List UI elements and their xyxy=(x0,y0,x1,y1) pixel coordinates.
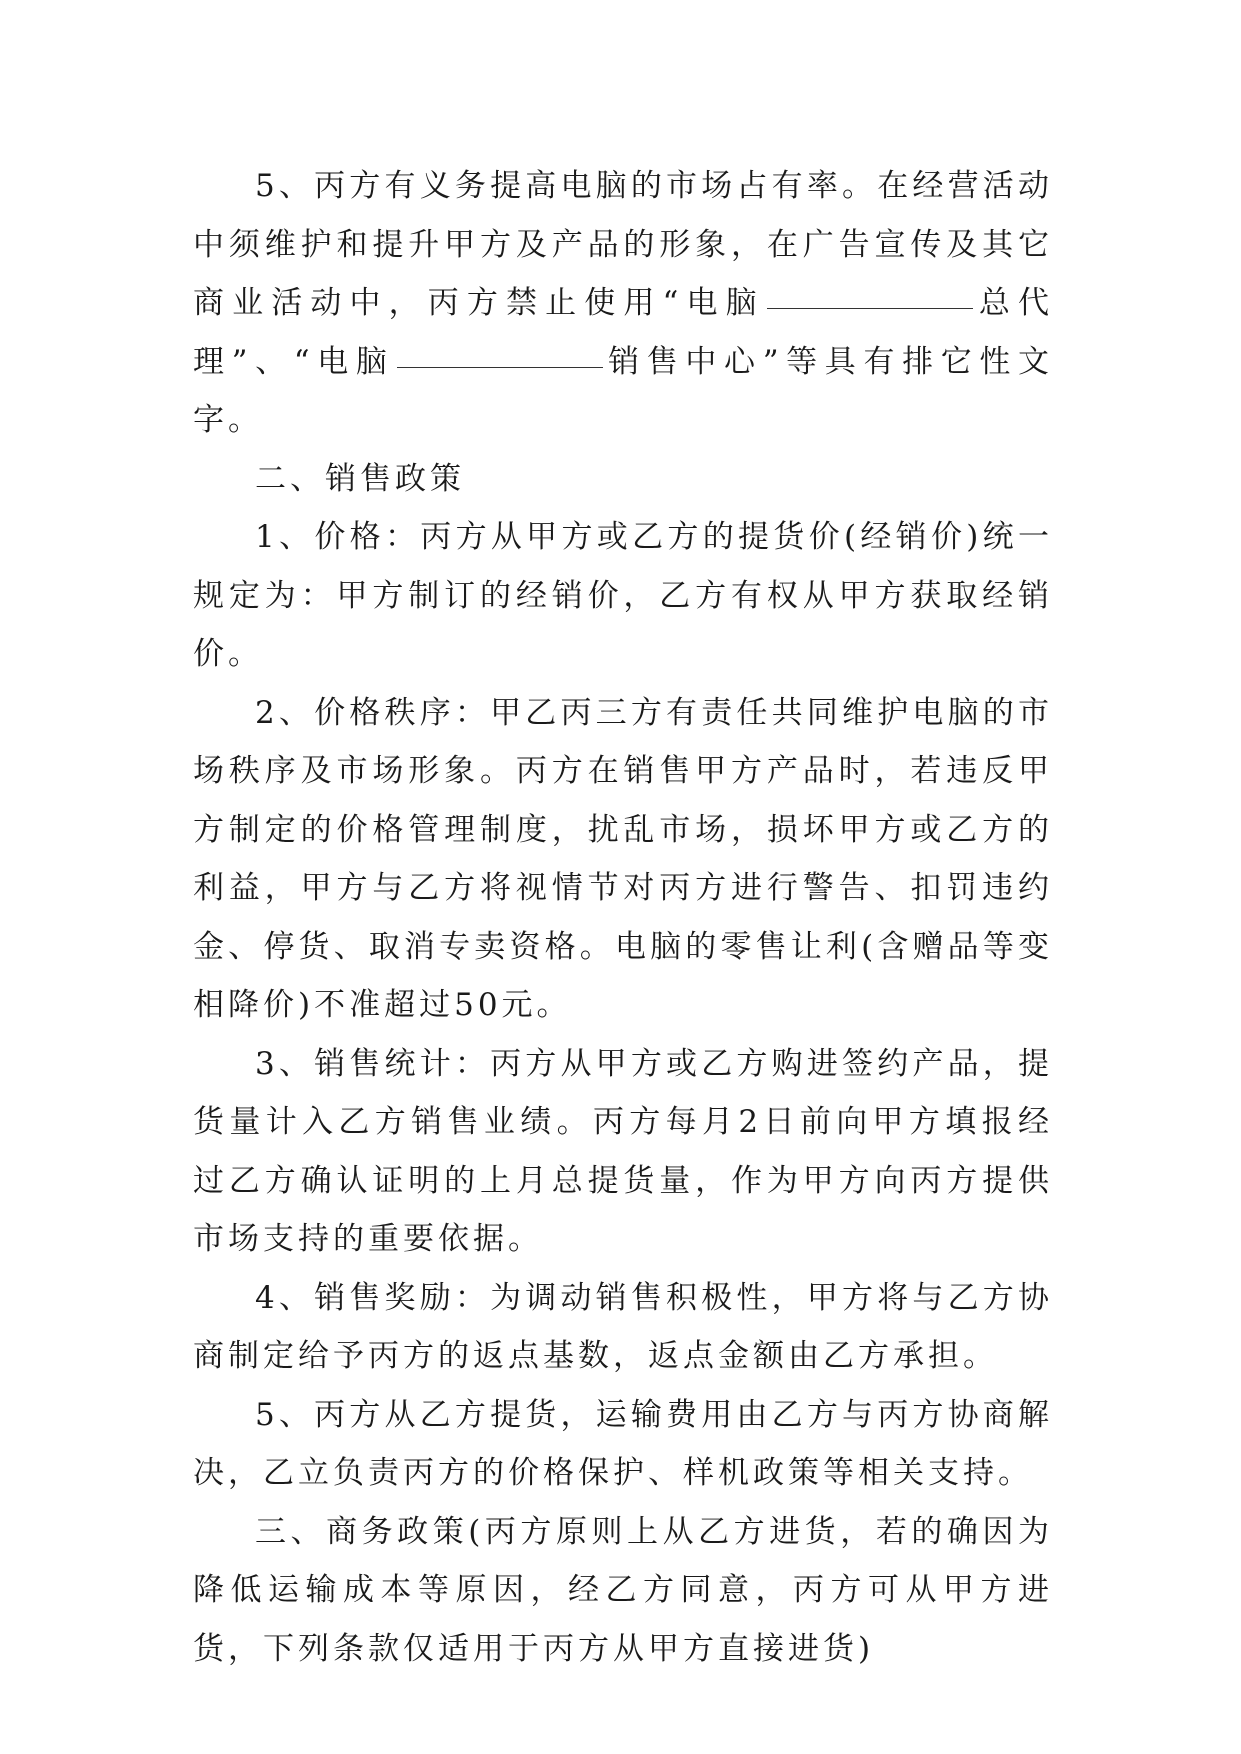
paragraph-price: 1、价格：丙方从甲方或乙方的提货价(经销价)统一规定为：甲方制订的经销价，乙方有权从甲方获取经销价。 xyxy=(193,519,1053,672)
section-heading-sales-policy: 二、销售政策 xyxy=(255,460,465,497)
fill-in-blank xyxy=(397,367,603,368)
paragraph-text: 总代理”、“电脑 xyxy=(193,285,1054,380)
paragraph-obligation-market-share xyxy=(193,157,1053,450)
fill-in-blank xyxy=(767,308,973,309)
paragraph-sales-reward: 4、销售奖励：为调动销售积极性，甲方将与乙方协商制定给予丙方的返点基数，返点金额由乙方承担。 xyxy=(193,1279,1053,1374)
paragraph-delivery: 5、丙方从乙方提货，运输费用由乙方与丙方协商解决，乙立负责丙方的价格保护、样机政策等相关支持。 xyxy=(193,1396,1053,1491)
section-heading-business-policy: 三、商务政策(丙方原则上从乙方进货，若的确因为降低运输成本等原因，经乙方同意，丙方可从甲方进货，下列条款仅适用于丙方从甲方直接进货) xyxy=(193,1513,1053,1667)
paragraph-text: 销售中心”等具有排它性文字。 xyxy=(193,343,1053,438)
paragraph-price-order: 2、价格秩序：甲乙丙三方有责任共同维护电脑的市场秩序及市场形象。丙方在销售甲方产品时，若违反甲方制定的价格管理制度，扰乱市场，损坏甲方或乙方的利益，甲方与乙方将视情节对丙方进行警告、扣罚违约金、停货、取消专卖资格。电脑的零售让利(含赠品等变相降价)不准超过50元。 xyxy=(193,694,1053,1023)
paragraph-sales-statistics: 3、销售统计：丙方从甲方或乙方购进签约产品，提货量计入乙方销售业绩。丙方每月2日前向甲方填报经过乙方确认证明的上月总提货量，作为甲方向丙方提供市场支持的重要依据。 xyxy=(193,1045,1053,1257)
document-body xyxy=(193,157,1053,1678)
paragraph-text: 5、丙方有义务提高电脑的市场占有率。在经营活动中须维护和提升甲方及产品的形象，在广告宣传及其它商业活动中，丙方禁止使用“电脑 xyxy=(193,168,1053,321)
